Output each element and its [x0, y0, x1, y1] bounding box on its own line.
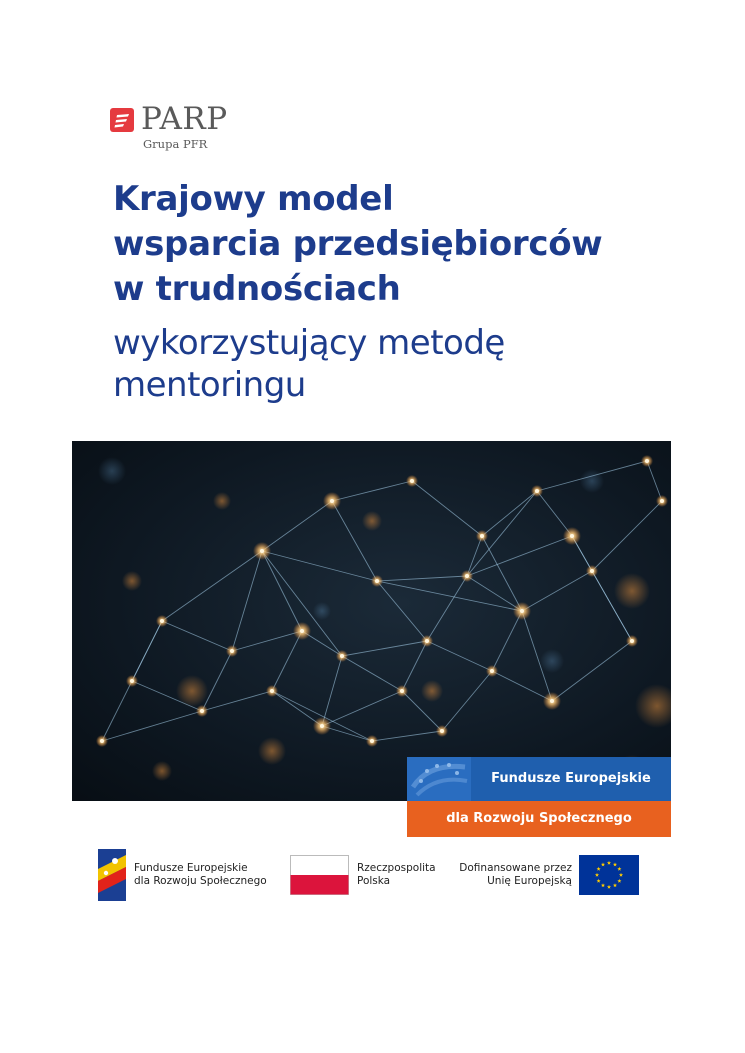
title-line-1: Krajowy model — [113, 179, 394, 219]
document-subtitle — [113, 322, 713, 406]
document-title — [113, 177, 713, 312]
title-line-3: w trudnościach — [113, 269, 401, 309]
fe-badge-subtitle: dla Rozwoju Społecznego — [407, 801, 671, 837]
rp-logo-line-2: Polska — [357, 875, 391, 887]
eu-logo-line-1: Dofinansowane przez — [459, 862, 572, 874]
subtitle-line-2: mentoringu — [113, 365, 306, 405]
eu-logo-line-2: Unię Europejską — [487, 875, 572, 887]
eu-flag-icon — [579, 855, 639, 895]
polish-flag-icon — [290, 855, 349, 895]
fe-badge-title: Fundusze Europejskie — [491, 771, 651, 786]
fe-logo-line-1: Fundusze Europejskie — [134, 862, 248, 874]
title-line-2: wsparcia przedsiębiorców — [113, 224, 603, 264]
network-illustration — [72, 441, 671, 801]
parp-logo — [110, 101, 250, 152]
fe-flag-icon — [98, 849, 126, 901]
subtitle-line-1: wykorzystujący metodę — [113, 323, 505, 363]
fe-badge-top — [407, 757, 671, 801]
rp-logo-line-1: Rzeczpospolita — [357, 862, 436, 874]
fe-logo — [98, 845, 288, 905]
funding-logos — [0, 845, 745, 905]
parp-logo-subtitle: Grupa PFR — [143, 137, 208, 151]
parp-logo-name: PARP — [141, 101, 228, 137]
rp-logo — [290, 845, 450, 905]
eu-stars-icon — [407, 757, 471, 801]
network-nodes-image — [72, 441, 671, 801]
parp-logo-mark-icon — [110, 108, 134, 132]
fe-logo-line-2: dla Rozwoju Społecznego — [134, 875, 267, 887]
eu-logo — [460, 845, 650, 905]
fe-badge — [407, 757, 671, 837]
